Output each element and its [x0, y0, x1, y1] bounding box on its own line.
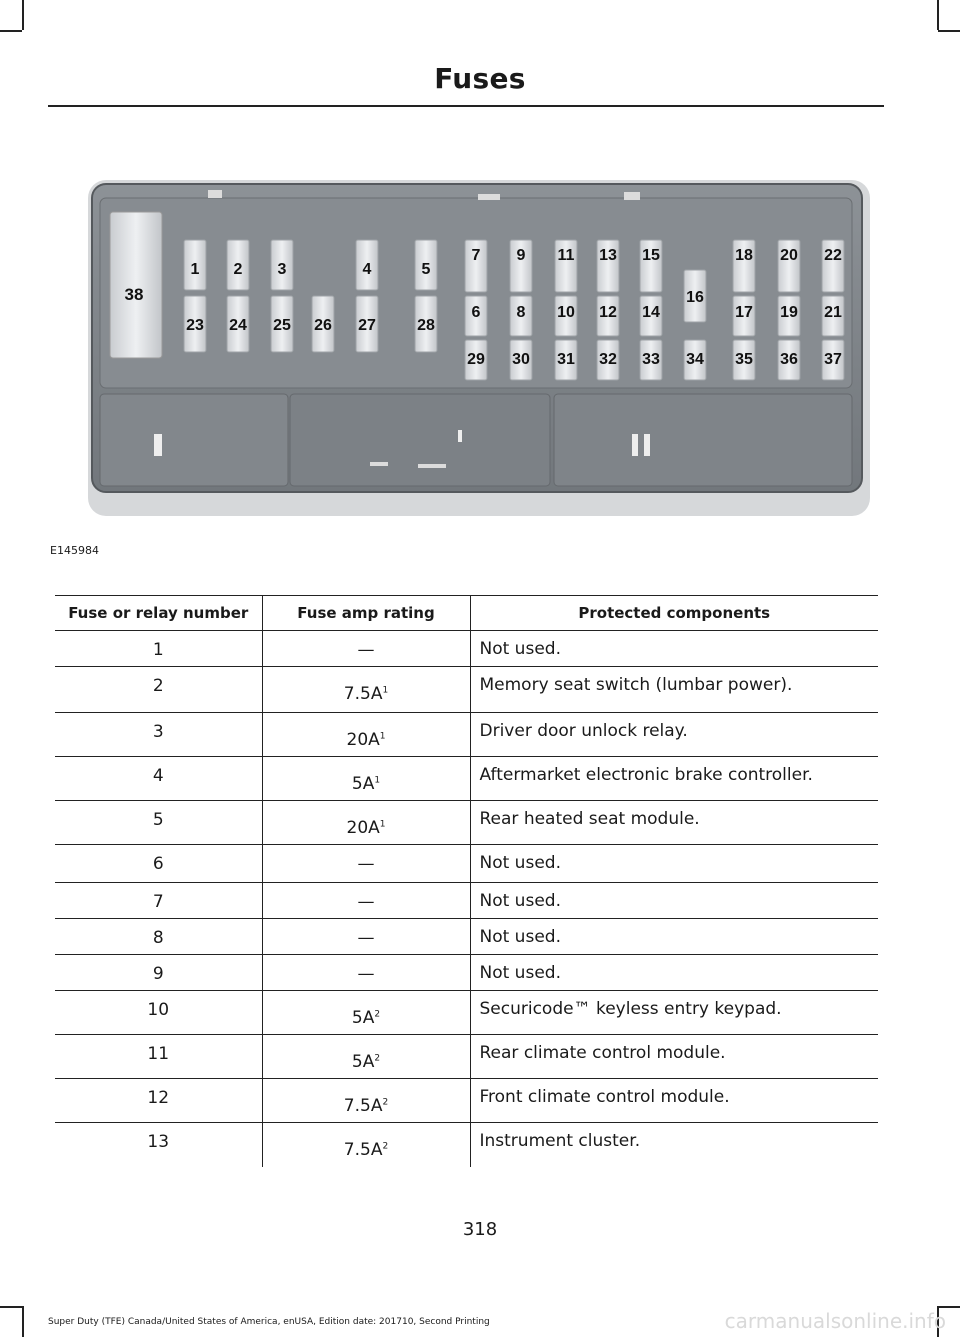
fuse-label: 5	[421, 261, 431, 278]
fuse-slot-11	[555, 240, 577, 292]
fuse-label: 6	[471, 304, 481, 321]
page-number: 318	[462, 1219, 498, 1240]
fuse-number-cell: 2	[55, 667, 262, 713]
tab-bottom-1	[370, 462, 388, 466]
protected-components-cell: Not used.	[470, 883, 878, 919]
table-row	[55, 757, 878, 801]
fuse-label: 17	[735, 304, 753, 321]
section-title: Fuses	[434, 62, 526, 95]
fuse-slot-16	[684, 270, 706, 322]
fuse-label: 4	[362, 261, 372, 278]
amp-rating-value: 7.5A	[343, 684, 383, 704]
fuse-slot-37	[822, 340, 844, 380]
fuse-slot-20	[778, 240, 800, 292]
tab-top-1	[208, 190, 222, 198]
fuse-slot-21	[822, 296, 844, 336]
fuse-label: 22	[824, 247, 842, 264]
fuse-label: 7	[471, 247, 481, 264]
fuse-label: 8	[516, 304, 526, 321]
bottom-compartment-center	[290, 394, 550, 486]
fuse-slot-24	[227, 296, 249, 352]
fuse-label: 35	[735, 351, 753, 368]
fuse-label: 9	[516, 247, 526, 264]
fuse-label: 20	[780, 247, 798, 264]
fuse-slot-1	[184, 240, 206, 290]
col-header-amp: Fuse amp rating	[262, 596, 470, 631]
crop-mark-top-left	[22, 0, 24, 30]
edition-footer: Super Duty (TFE) Canada/United States of America, enUSA, Edition date: 201710, Second Printing	[48, 1317, 490, 1327]
latch-left	[154, 434, 162, 456]
fuse-label: 12	[599, 304, 617, 321]
fuse-label: 31	[557, 351, 575, 368]
table-row	[55, 883, 878, 919]
latch-right-2	[644, 434, 650, 456]
fuse-number-cell: 10	[55, 991, 262, 1035]
footnote-marker: 1	[382, 685, 389, 696]
protected-components-cell: Rear heated seat module.	[470, 801, 878, 845]
fuse-label: 29	[467, 351, 485, 368]
amp-rating-cell: —	[262, 955, 470, 991]
footnote-marker: 1	[379, 731, 386, 742]
protected-components-cell: Driver door unlock relay.	[470, 713, 878, 757]
fuse-label: 3	[277, 261, 287, 278]
amp-rating-cell	[262, 1035, 470, 1079]
header-rule	[48, 105, 884, 107]
footnote-marker: 2	[374, 1053, 381, 1064]
fuse-number-cell: 5	[55, 801, 262, 845]
amp-rating-cell	[262, 801, 470, 845]
footnote-marker: 2	[382, 1097, 389, 1108]
bottom-compartment-left	[100, 394, 288, 486]
protected-components-cell: Securicode™ keyless entry keypad.	[470, 991, 878, 1035]
fuse-number-cell: 6	[55, 845, 262, 883]
fuse-label: 26	[314, 317, 332, 334]
fuse-label: 30	[512, 351, 530, 368]
fuse-slot-10	[555, 296, 577, 336]
fuse-number-cell: 11	[55, 1035, 262, 1079]
fuse-label: 37	[824, 351, 842, 368]
amp-rating-value: 5A	[351, 1008, 375, 1028]
fuse-number-cell: 12	[55, 1079, 262, 1123]
site-watermark: carmanualsonline.info	[724, 1309, 946, 1333]
footnote-marker: 1	[379, 819, 386, 830]
crop-mark-bottom-left	[0, 1306, 22, 1308]
bottom-compartment-right	[554, 394, 852, 486]
amp-rating-cell: —	[262, 631, 470, 667]
fuse-label: 18	[735, 247, 753, 264]
amp-rating-cell	[262, 991, 470, 1035]
fuse-slot-12	[597, 296, 619, 336]
amp-rating-cell: —	[262, 919, 470, 955]
crop-mark-top-right	[938, 30, 960, 32]
table-row	[55, 955, 878, 991]
fuse-label: 21	[824, 304, 842, 321]
fuse-slot-7	[465, 240, 487, 292]
fuse-label: 15	[642, 247, 660, 264]
fuse-slot-19	[778, 296, 800, 336]
table-header-row	[55, 596, 878, 631]
tab-bottom-2	[418, 464, 446, 468]
latch-right	[632, 434, 638, 456]
col-header-number: Fuse or relay number	[55, 596, 262, 631]
table-row	[55, 1123, 878, 1167]
fuse-number-cell: 8	[55, 919, 262, 955]
amp-rating-value: 5A	[351, 774, 375, 794]
table-row	[55, 1079, 878, 1123]
fuse-number-cell: 1	[55, 631, 262, 667]
table-row	[55, 845, 878, 883]
fuse-label: 23	[186, 317, 204, 334]
amp-rating-value: 7.5A	[343, 1096, 383, 1116]
protected-components-cell: Not used.	[470, 919, 878, 955]
protected-components-cell: Front climate control module.	[470, 1079, 878, 1123]
amp-rating-value: 20A	[346, 818, 380, 838]
amp-rating-value: 20A	[346, 730, 380, 750]
footnote-marker: 2	[374, 1009, 381, 1020]
fuse-slot-14	[640, 296, 662, 336]
table-row	[55, 991, 878, 1035]
protected-components-cell: Not used.	[470, 955, 878, 991]
crop-mark-top-right	[937, 0, 939, 30]
protected-components-cell: Not used.	[470, 631, 878, 667]
fuse-slot-17	[733, 296, 755, 336]
fuse-label: 36	[780, 351, 798, 368]
fuse-slot-9	[510, 240, 532, 292]
amp-rating-cell	[262, 1123, 470, 1167]
fuse-number-cell: 7	[55, 883, 262, 919]
fuse-slot-23	[184, 296, 206, 352]
latch-center	[458, 430, 462, 442]
fuse-label: 13	[599, 247, 617, 264]
fuse-slot-25	[271, 296, 293, 352]
amp-rating-cell: —	[262, 845, 470, 883]
fuse-label: 1	[190, 261, 200, 278]
fuse-label: 14	[642, 304, 660, 321]
table-row	[55, 713, 878, 757]
fuse-slot-26	[312, 296, 334, 352]
fuse-label: 16	[686, 289, 704, 306]
protected-components-cell: Rear climate control module.	[470, 1035, 878, 1079]
fuse-table	[55, 595, 878, 1167]
fuse-number-cell: 4	[55, 757, 262, 801]
fuse-slot-4	[356, 240, 378, 290]
footnote-marker: 2	[382, 1141, 389, 1152]
amp-rating-cell: —	[262, 883, 470, 919]
amp-rating-value: 7.5A	[343, 1140, 383, 1160]
fuse-slot-5	[415, 240, 437, 290]
fuse-slot-27	[356, 296, 378, 352]
fuse-slot-31	[555, 340, 577, 380]
fuse-number-cell: 13	[55, 1123, 262, 1167]
fuse-slot-15	[640, 240, 662, 292]
table-row	[55, 801, 878, 845]
fuse-slot-34	[684, 340, 706, 380]
relay-38-label: 38	[124, 285, 144, 304]
fuse-label: 25	[273, 317, 291, 334]
crop-mark-top-left	[0, 30, 22, 32]
fuse-label: 10	[557, 304, 575, 321]
fuse-slot-8	[510, 296, 532, 336]
fuse-slot-36	[778, 340, 800, 380]
fuse-slot-13	[597, 240, 619, 292]
crop-mark-bottom-left	[22, 1306, 24, 1337]
protected-components-cell: Instrument cluster.	[479, 1131, 641, 1151]
amp-rating-cell	[262, 757, 470, 801]
tab-top-2	[478, 194, 500, 200]
fuse-label: 27	[358, 317, 376, 334]
fuse-label: 19	[780, 304, 798, 321]
table-row	[55, 919, 878, 955]
fuse-slot-32	[597, 340, 619, 380]
fuse-label: 24	[229, 317, 247, 334]
fuse-label: 34	[686, 351, 704, 368]
protected-components-cell: Aftermarket electronic brake controller.	[470, 757, 878, 801]
amp-rating-cell	[262, 713, 470, 757]
fuse-slot-18	[733, 240, 755, 292]
fuse-label: 28	[417, 317, 435, 334]
fuse-label: 33	[642, 351, 660, 368]
table-body	[55, 631, 878, 1167]
figure-code: E145984	[50, 544, 99, 557]
table-row	[55, 667, 878, 713]
footnote-marker: 1	[374, 775, 381, 786]
fuse-number-cell: 3	[55, 713, 262, 757]
fuse-label: 32	[599, 351, 617, 368]
protected-components-cell: Not used.	[470, 845, 878, 883]
fuse-box-diagram	[88, 172, 870, 516]
table-row	[55, 1035, 878, 1079]
fuse-slot-2	[227, 240, 249, 290]
amp-rating-value: 5A	[351, 1052, 375, 1072]
fuse-label: 2	[233, 261, 243, 278]
fuse-slot-28	[415, 296, 437, 352]
tab-top-3	[624, 192, 640, 200]
amp-rating-cell	[262, 667, 470, 713]
amp-rating-cell	[262, 1079, 470, 1123]
fuse-slot-33	[640, 340, 662, 380]
crop-mark-bottom-right	[938, 1306, 960, 1308]
fuse-slot-3	[271, 240, 293, 290]
fuse-slot-6	[465, 296, 487, 336]
fuse-number-cell: 9	[55, 955, 262, 991]
fuse-slot-29	[465, 340, 487, 380]
col-header-components: Protected components	[470, 596, 878, 631]
table-row	[55, 631, 878, 667]
protected-components-cell: Memory seat switch (lumbar power).	[470, 667, 878, 713]
fuse-label: 11	[557, 247, 575, 264]
fuse-slot-22	[822, 240, 844, 292]
fuse-slot-35	[733, 340, 755, 380]
fuse-slot-30	[510, 340, 532, 380]
